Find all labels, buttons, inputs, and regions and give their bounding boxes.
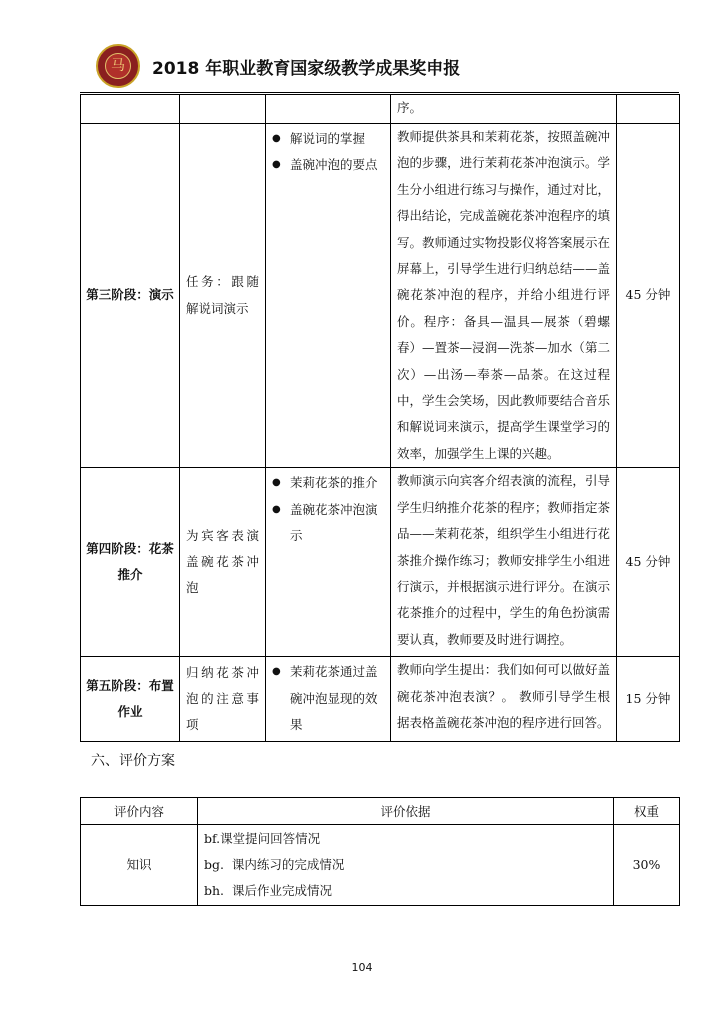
stage-points [266,468,391,657]
table-cell [617,95,680,124]
stage-name: 第四阶段：花茶推介 [81,468,180,657]
table-row [81,657,680,742]
stage-duration: 45 分钟 [617,124,680,468]
stage-duration: 15 分钟 [617,657,680,742]
eval-content: 知识 [81,825,198,906]
page-title: 2018 年职业教育国家级教学成果奖申报 [152,59,461,79]
table-cell [81,95,180,124]
eval-basis [198,825,614,906]
stage-duration: 45 分钟 [617,468,680,657]
horse-emblem-icon: 马 [105,53,131,79]
table-cell [266,95,391,124]
stage-task: 任务：跟随解说词演示 [180,124,266,468]
eval-weight: 30% [614,825,680,906]
stage-description: 序。 [391,95,617,124]
stage-name: 第五阶段：布置作业 [81,657,180,742]
stage-description: 教师向学生提出：我们如何可以做好盖碗花茶冲泡表演？。 教师引导学生根据表格盖碗花茶冲泡的程序进行回答。 [391,657,617,742]
stage-description: 教师演示向宾客介绍表演的流程，引导学生归纳推介花茶的程序；教师指定茶品——茉莉花茶，组织学生小组进行花茶推介操作练习；教师安排学生小组进行演示，并根据演示进行评分。在演示花茶推介的过程中，学生的角色扮演需要认真，教师要及时进行调控。 [391,468,617,657]
section-heading: 六、评价方案 [91,753,175,769]
column-header: 评价内容 [81,798,198,825]
table-row [81,825,680,906]
stage-points [266,657,391,742]
bullet-point: ● 茉莉花茶通过盖碗冲泡显现的效果 [272,659,384,738]
table-header-row [81,798,680,825]
column-header: 评价依据 [198,798,614,825]
page-header [96,42,656,90]
basis-item: bh. 课后作业完成情况 [204,883,332,898]
column-header: 权重 [614,798,680,825]
stage-description: 教师提供茶具和茉莉花茶，按照盖碗冲泡的步骤，进行茉莉花茶冲泡演示。学生分小组进行练习与操作，通过对比，得出结论，完成盖碗花茶冲泡程序的填写。教师通过实物投影仪将答案展示在屏幕上，引导学生进行归纳总结——盖碗花茶冲泡的程序，并给小组进行评价。程序：备具—温具—展茶（碧螺春）—置茶—浸润—洗茶—加水（第二次）—出汤—奉茶—品茶。在这过程中，学生会笑场，因此教师要结合音乐和解说词来演示，提高学生课堂学习的效率，加强学生上课的兴趣。 [391,124,617,468]
teaching-stages-table [80,94,680,742]
bullet-point: ● 解说词的掌握 [272,126,384,152]
stage-points [266,124,391,468]
page-number: 104 [351,961,373,974]
bullet-point: ● 盖碗花茶冲泡演示 [272,497,384,550]
stage-task: 归纳花茶冲泡的注意事项 [180,657,266,742]
basis-item: bf.课堂提问回答情况 [204,831,321,846]
evaluation-table [80,797,680,906]
basis-item: bg. 课内练习的完成情况 [204,857,345,872]
table-cell [180,95,266,124]
table-row [81,124,680,468]
stage-task: 为宾客表演盖碗花茶冲泡 [180,468,266,657]
table-row [81,95,680,124]
header-divider [80,92,679,93]
bullet-point: ● 茉莉花茶的推介 [272,470,384,496]
bullet-point: ● 盖碗冲泡的要点 [272,152,384,178]
stage-name: 第三阶段：演示 [81,124,180,468]
school-logo [96,44,140,88]
table-row [81,468,680,657]
